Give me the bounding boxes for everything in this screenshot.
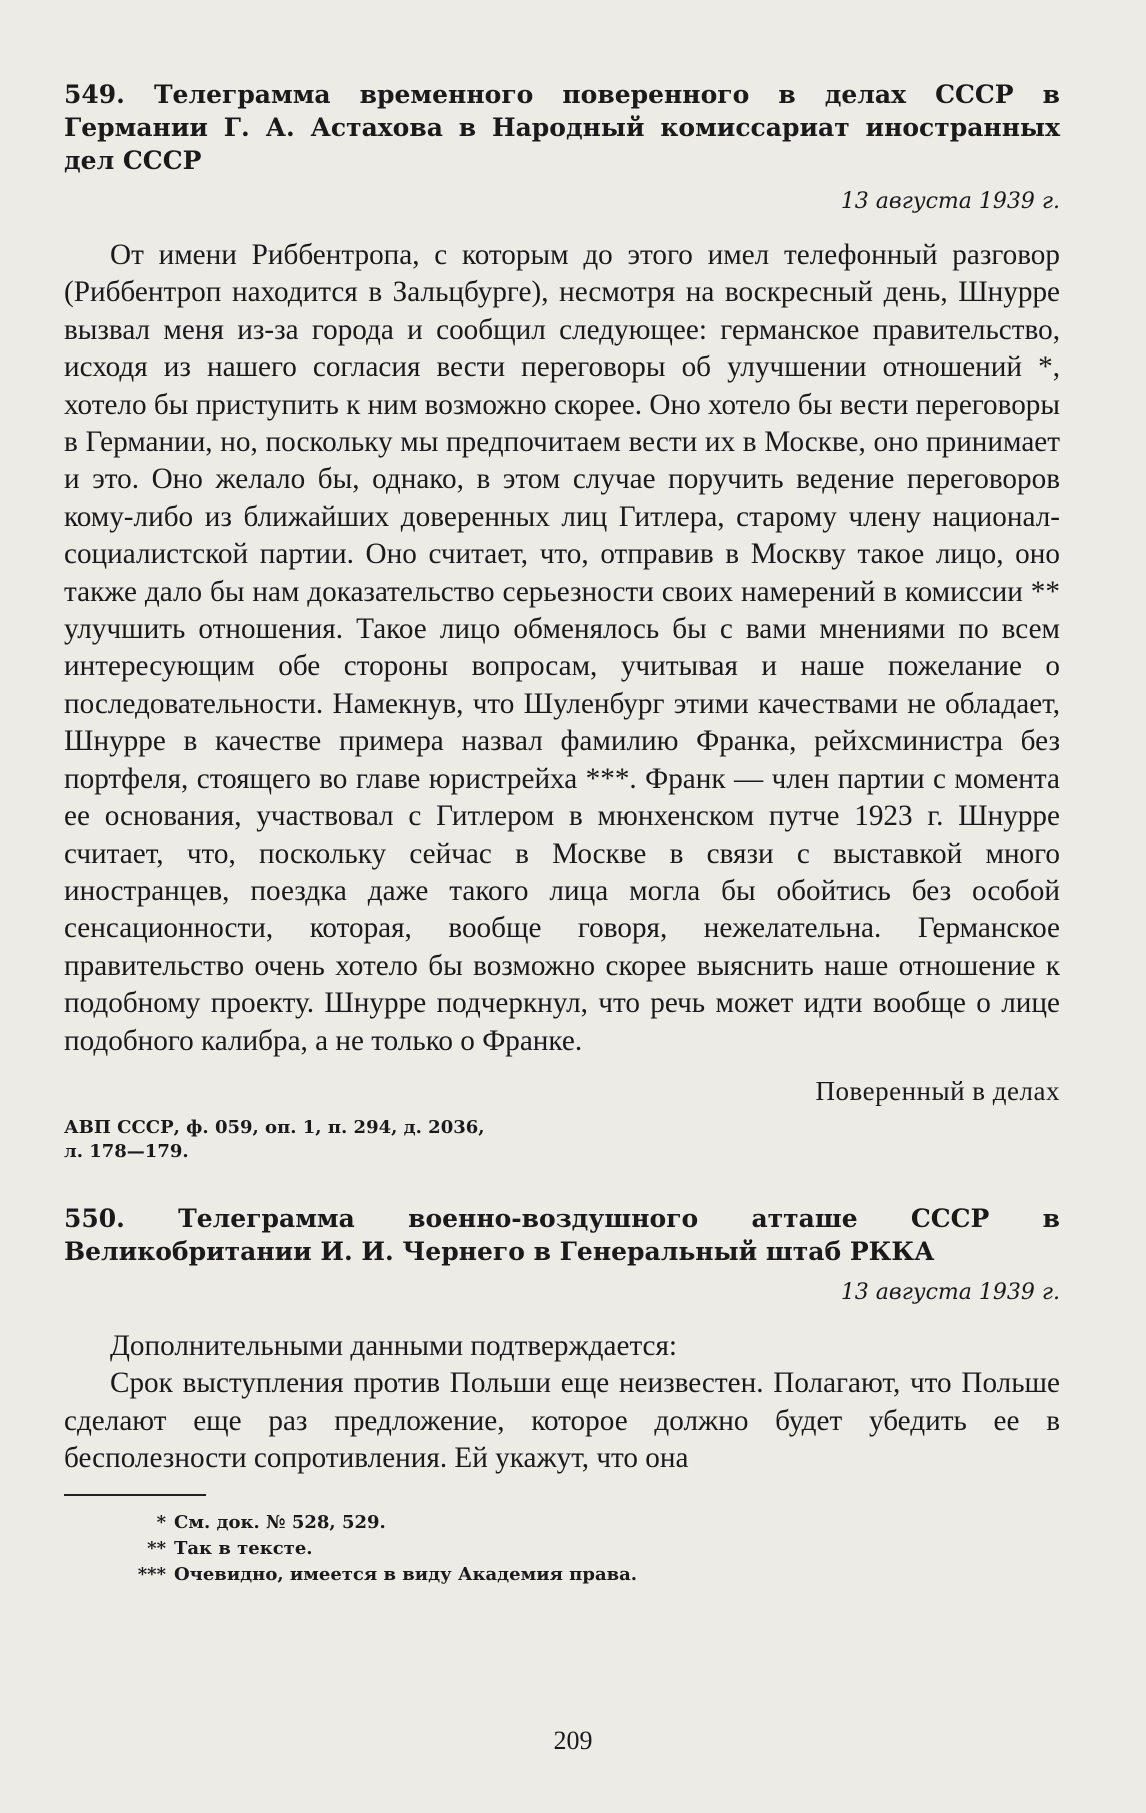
paragraph: Дополнительными данными подтверждается: [110, 1329, 678, 1362]
document-title-text: Телеграмма военно-воздушного атташе СССР в Великобритании И. И. Чернего в Генеральный штаб РККА [64, 1203, 1060, 1266]
footnote-text: См. док. № 528, 529. [174, 1511, 386, 1533]
footnote-mark: ** [147, 1537, 166, 1559]
footnote [64, 1562, 1060, 1588]
footnotes [64, 1510, 1060, 1588]
document-number: 549. [64, 80, 125, 109]
document-date: 13 августа 1939 г. [840, 1279, 1060, 1305]
paragraph: Срок выступления против Польши еще неизвестен. Полагают, что Польше сделают еще раз предложение, которое должно будет убедить ее в бесполезности сопротивления. Ей укажут, что она [64, 1367, 1060, 1475]
archive-line: л. 178—179. [64, 1140, 189, 1162]
page-content [64, 78, 1060, 1588]
paragraph: От имени Риббентропа, с которым до этого имел телефонный разговор (Риббентроп находится в Зальцбурге), несмотря на воскресный день, Шнурре вызвал меня из-за города и сообщил следующее: германское правительство, исходя из нашего согласия вести переговоры об улучшении отношений *, хотело бы приступить к ним возможно скорее. Оно хотело бы вести переговоры в Германии, но, поскольку мы предпочитаем вести их в Москве, оно принимает и это. Оно желало бы, однако, в этом случае поручить ведение переговоров кому-либо из ближайших доверенных лиц Гитлера, старому члену национал-социалистской партии. Оно считает, что, отправив в Москву такое лицо, оно также дало бы нам доказательство серьезности своих намерений в комиссии ** улучшить отношения. Такое лицо обменялось бы с вами мнениями по всем интересующим обе стороны вопросам, учитывая и наше пожелание о последовательности. Намекнув, что Шуленбург этими качествами не обладает, Шнурре в качестве примера назвал фамилию Франка, рейхсминистра без портфеля, стоящего во главе юристрейха ***. Франк — член партии с момента ее основания, участвовал с Гитлером в мюнхенском путче 1923 г. Шнурре считает, что, поскольку сейчас в Москве в связи с выставкой много иностранцев, поездка даже такого лица могла бы обойтись без особой сенсационности, которая, вообще говоря, нежелательна. Германское правительство очень хотело бы возможно скорее выяснить наше отношение к подобному проекту. Шнурре подчеркнул, что речь может идти вообще о лице подобного калибра, а не только о Франке. [64, 239, 1060, 1057]
footnote-text: Так в тексте. [174, 1537, 313, 1559]
footnote-mark: *** [137, 1563, 166, 1585]
archive-reference [64, 1116, 534, 1164]
document-title-text: Телеграмма временного поверенного в делах СССР в Германии Г. А. Астахова в Народный комиссариат иностранных дел СССР [64, 80, 1060, 175]
document-date: 13 августа 1939 г. [840, 189, 1060, 214]
signature: Поверенный в делах [815, 1075, 1060, 1106]
footnote [64, 1536, 1060, 1562]
document-549 [64, 78, 1060, 1164]
document-number: 550. [64, 1203, 125, 1233]
document-title [64, 78, 1060, 177]
page-number: 209 [553, 1726, 593, 1755]
document-title [64, 1202, 1060, 1268]
document-550 [64, 1202, 1060, 1478]
footnote-divider [64, 1494, 206, 1496]
archive-line: АВП СССР, ф. 059, оп. 1, п. 294, д. 2036, [64, 1116, 485, 1138]
footnote-text: Очевидно, имеется в виду Академия права. [174, 1563, 638, 1585]
footnote [64, 1510, 1060, 1536]
footnote-mark: * [156, 1511, 166, 1533]
